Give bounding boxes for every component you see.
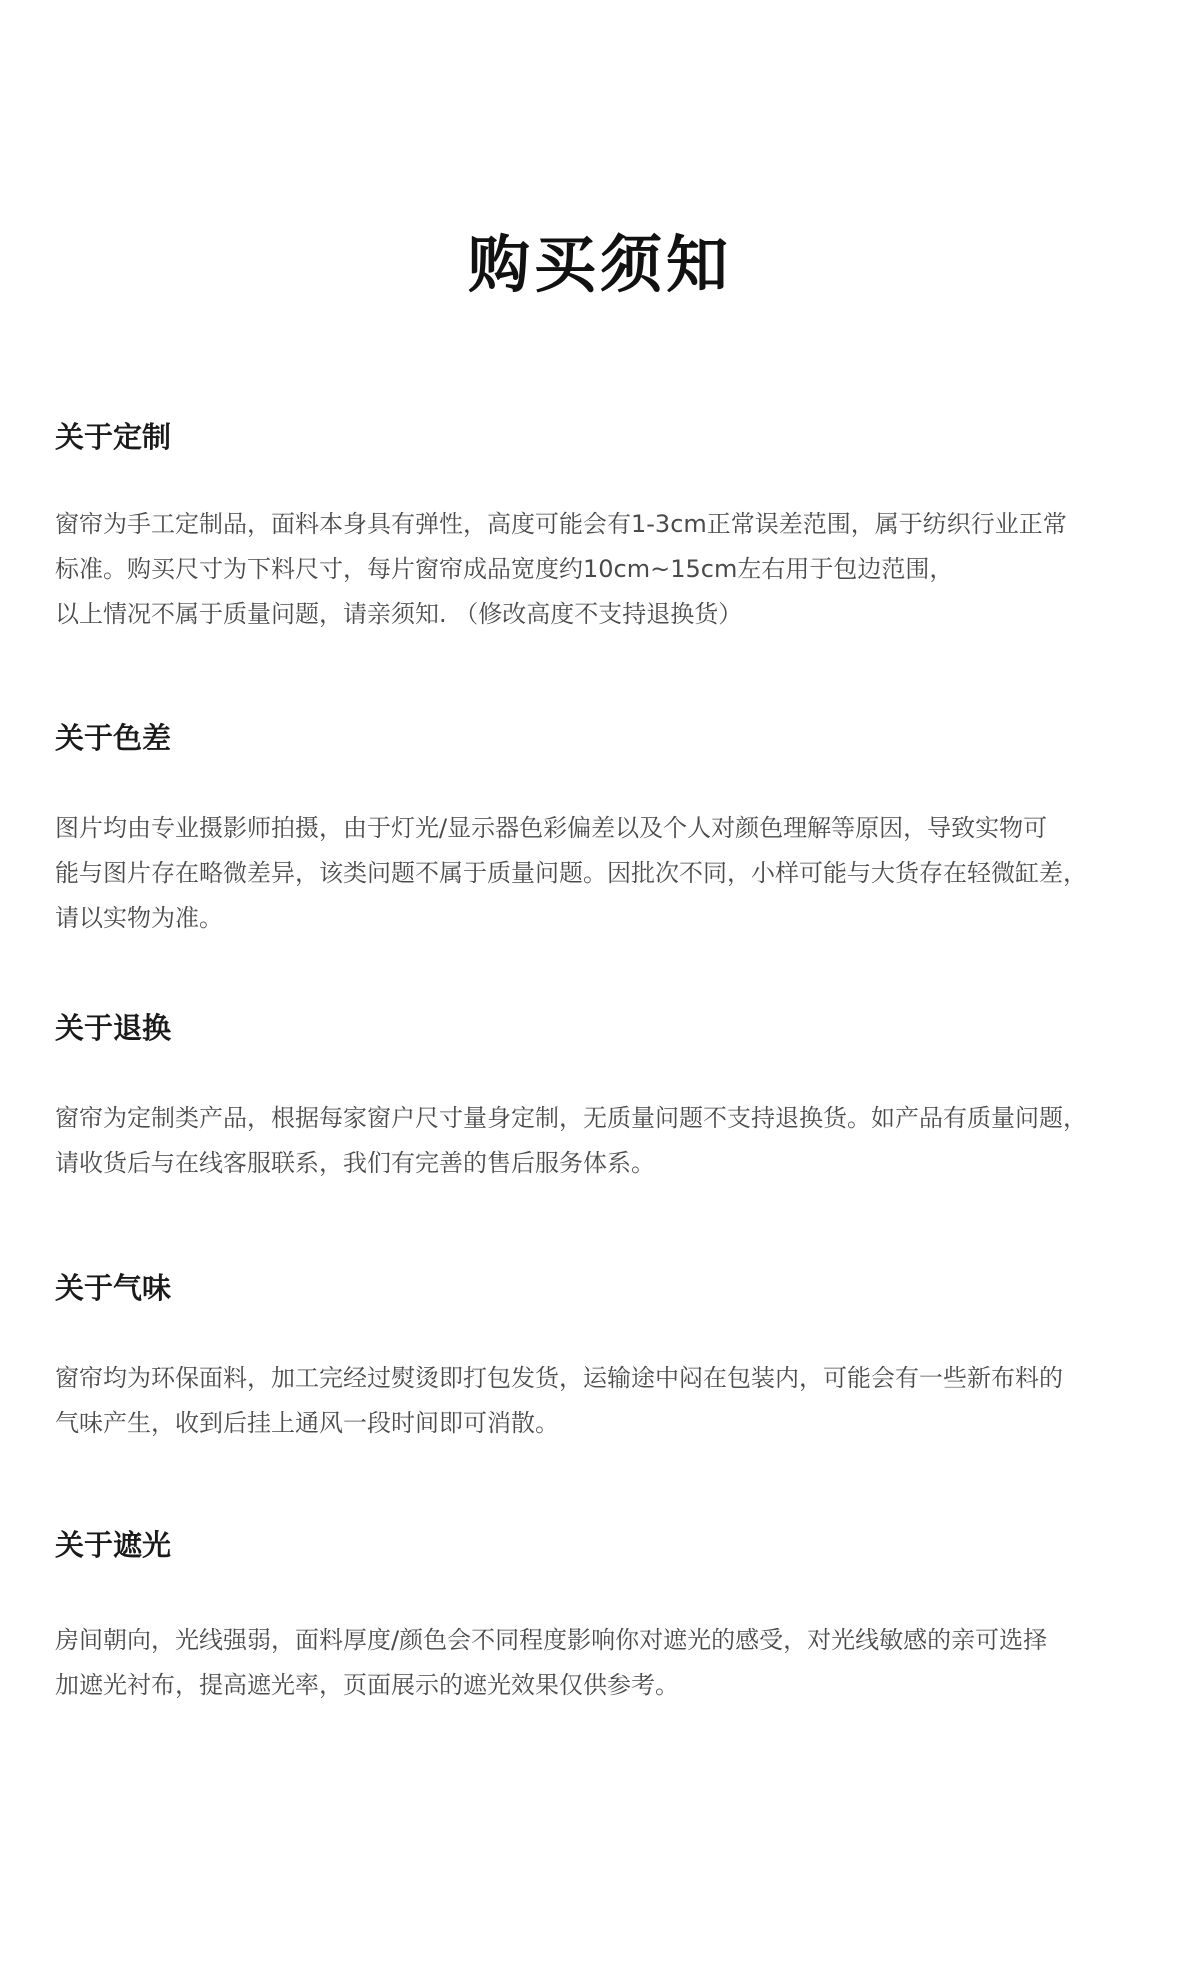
section-odor xyxy=(55,1268,1165,1446)
section-heading: 关于退换 xyxy=(55,1011,172,1045)
section-body xyxy=(55,1356,1165,1446)
body-line: 窗帘为手工定制品，面料本身具有弹性，高度可能会有1-3cm正常误差范围，属于纺织行业正常 xyxy=(55,510,1067,538)
body-line: 窗帘为定制类产品，根据每家窗户尺寸量身定制，无质量问题不支持退换货。如产品有质量问题， xyxy=(55,1104,1087,1132)
section-body xyxy=(55,806,1165,941)
body-line: 加遮光衬布，提高遮光率，页面展示的遮光效果仅供参考。 xyxy=(55,1671,679,1699)
section-body xyxy=(55,502,1165,637)
section-customization xyxy=(55,417,1165,637)
body-line: 房间朝向，光线强弱，面料厚度/颜色会不同程度影响你对遮光的感受，对光线敏感的亲可选择 xyxy=(55,1626,1048,1654)
section-returns xyxy=(55,1008,1165,1186)
body-line: 请收货后与在线客服联系，我们有完善的售后服务体系。 xyxy=(55,1149,655,1177)
section-body xyxy=(55,1618,1165,1708)
body-line: 标准。购买尺寸为下料尺寸，每片窗帘成品宽度约10cm~15cm左右用于包边范围， xyxy=(55,555,954,583)
body-line: 请以实物为准。 xyxy=(55,904,223,932)
body-line: 能与图片存在略微差异，该类问题不属于质量问题。因批次不同，小样可能与大货存在轻微缸差， xyxy=(55,859,1087,887)
section-heading: 关于定制 xyxy=(55,420,172,454)
body-line: 图片均由专业摄影师拍摄，由于灯光/显示器色彩偏差以及个人对颜色理解等原因，导致实物可 xyxy=(55,814,1048,842)
page-title: 购买须知 xyxy=(467,228,732,301)
body-line: 以上情况不属于质量问题，请亲须知. （修改高度不支持退换货） xyxy=(55,600,743,628)
section-heading: 关于气味 xyxy=(55,1271,172,1305)
body-line: 气味产生，收到后挂上通风一段时间即可消散。 xyxy=(55,1409,559,1437)
body-line: 窗帘均为环保面料，加工完经过熨烫即打包发货，运输途中闷在包装内，可能会有一些新布料的 xyxy=(55,1364,1063,1392)
section-color-difference xyxy=(55,718,1165,941)
section-heading: 关于遮光 xyxy=(55,1528,172,1562)
section-body xyxy=(55,1096,1165,1186)
section-blackout xyxy=(55,1525,1165,1708)
section-heading: 关于色差 xyxy=(55,721,172,755)
